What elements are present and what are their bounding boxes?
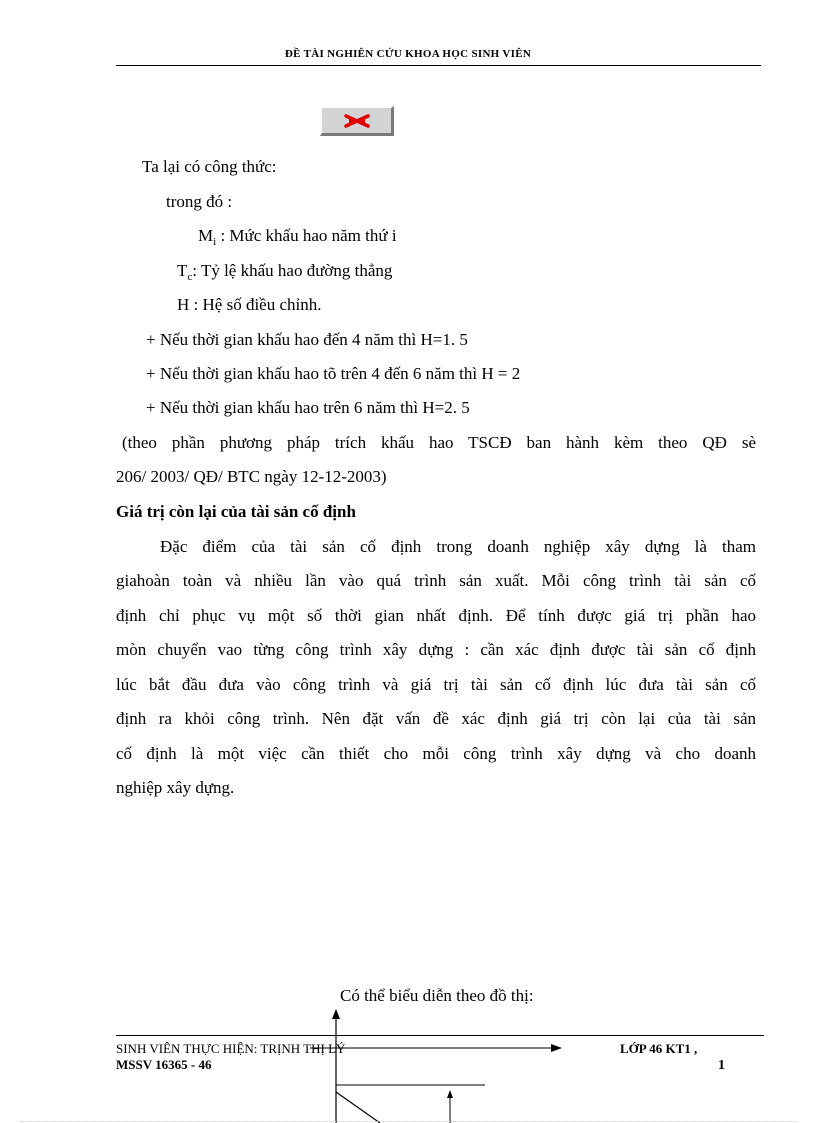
paragraph-line: giahoàn toàn và nhiều lần vào quá trình sản xuất. Mỗi công trình tài sản cố bbox=[116, 571, 756, 590]
graph-decline-line bbox=[336, 1092, 380, 1123]
definition-h: H : Hệ số điều chỉnh. bbox=[177, 295, 322, 314]
x-axis-arrowhead bbox=[551, 1044, 562, 1052]
section-heading: Giá trị còn lại của tài sản cố định bbox=[116, 502, 356, 521]
paragraph-line: Đặc điểm của tài sản cố định trong doanh nghiệp xây dựng là tham bbox=[160, 537, 756, 556]
page-header: ĐỀ TÀI NGHIÊN CỨU KHOA HỌC SINH VIÊN bbox=[284, 48, 532, 60]
definition-tc: $T_c$: Tỷ lệ khấu hao đường thẳng bbox=[177, 261, 393, 283]
note-line: 206/ 2003/ QĐ/ BTC ngày 12-12-2003) bbox=[116, 467, 387, 486]
footer-student-info bbox=[116, 1041, 345, 1073]
page-bottom-edge bbox=[20, 1121, 796, 1122]
paragraph-line: cố định là một việc cần thiết cho mỗi công trình xây dựng và cho doanh bbox=[116, 744, 756, 763]
where-label: trong đó : bbox=[166, 192, 233, 211]
page-number: 1 bbox=[718, 1058, 725, 1073]
rule-item: + Nếu thời gian khấu hao đến 4 năm thì H=1. 5 bbox=[146, 330, 468, 349]
rule-item: + Nếu thời gian khấu hao tõ trên 4 đến 6 năm thì H = 2 bbox=[146, 364, 521, 383]
definition-mi: $M_i$ : Mức khấu hao năm thứ i bbox=[198, 226, 397, 248]
rule-item: + Nếu thời gian khấu hao trên 6 năm thì H=2. 5 bbox=[146, 398, 470, 417]
formula-intro: Ta lại có công thức: bbox=[142, 157, 277, 176]
paragraph-line: định ra khỏi công trình. Nên đặt vấn đề xác định giá trị còn lại của tài sản bbox=[116, 709, 756, 728]
marker-arrowhead bbox=[447, 1090, 453, 1098]
graph-caption: Có thể biểu diễn theo đồ thị: bbox=[340, 986, 534, 1005]
note-line: (theo phần phương pháp trích khấu hao TSCĐ ban hành kèm theo QĐ sè bbox=[122, 433, 756, 452]
footer-student: SINH VIÊN THỰC HIỆN: TRỊNH THỊ LÝ bbox=[116, 1041, 346, 1056]
paragraph-line: lúc bắt đầu đưa vào công trình và giá trị tài sản cố định lúc đưa tài sản cố bbox=[116, 675, 756, 694]
footer-rule bbox=[116, 1035, 764, 1036]
paragraph-line: định chỉ phục vụ một số thời gian nhất định. Để tính được giá trị phần hao bbox=[116, 606, 756, 625]
y-axis-arrowhead bbox=[332, 1009, 340, 1019]
footer-mssv: MSSV 16365 - 46 bbox=[116, 1057, 212, 1072]
paragraph-line: nghiệp xây dựng. bbox=[116, 778, 235, 797]
footer-class: LỚP 46 KT1 , bbox=[620, 1041, 698, 1056]
paragraph-line: mòn chuyển vao từng công trình xây dựng : cần xác định được tài sản cố định bbox=[116, 640, 756, 659]
